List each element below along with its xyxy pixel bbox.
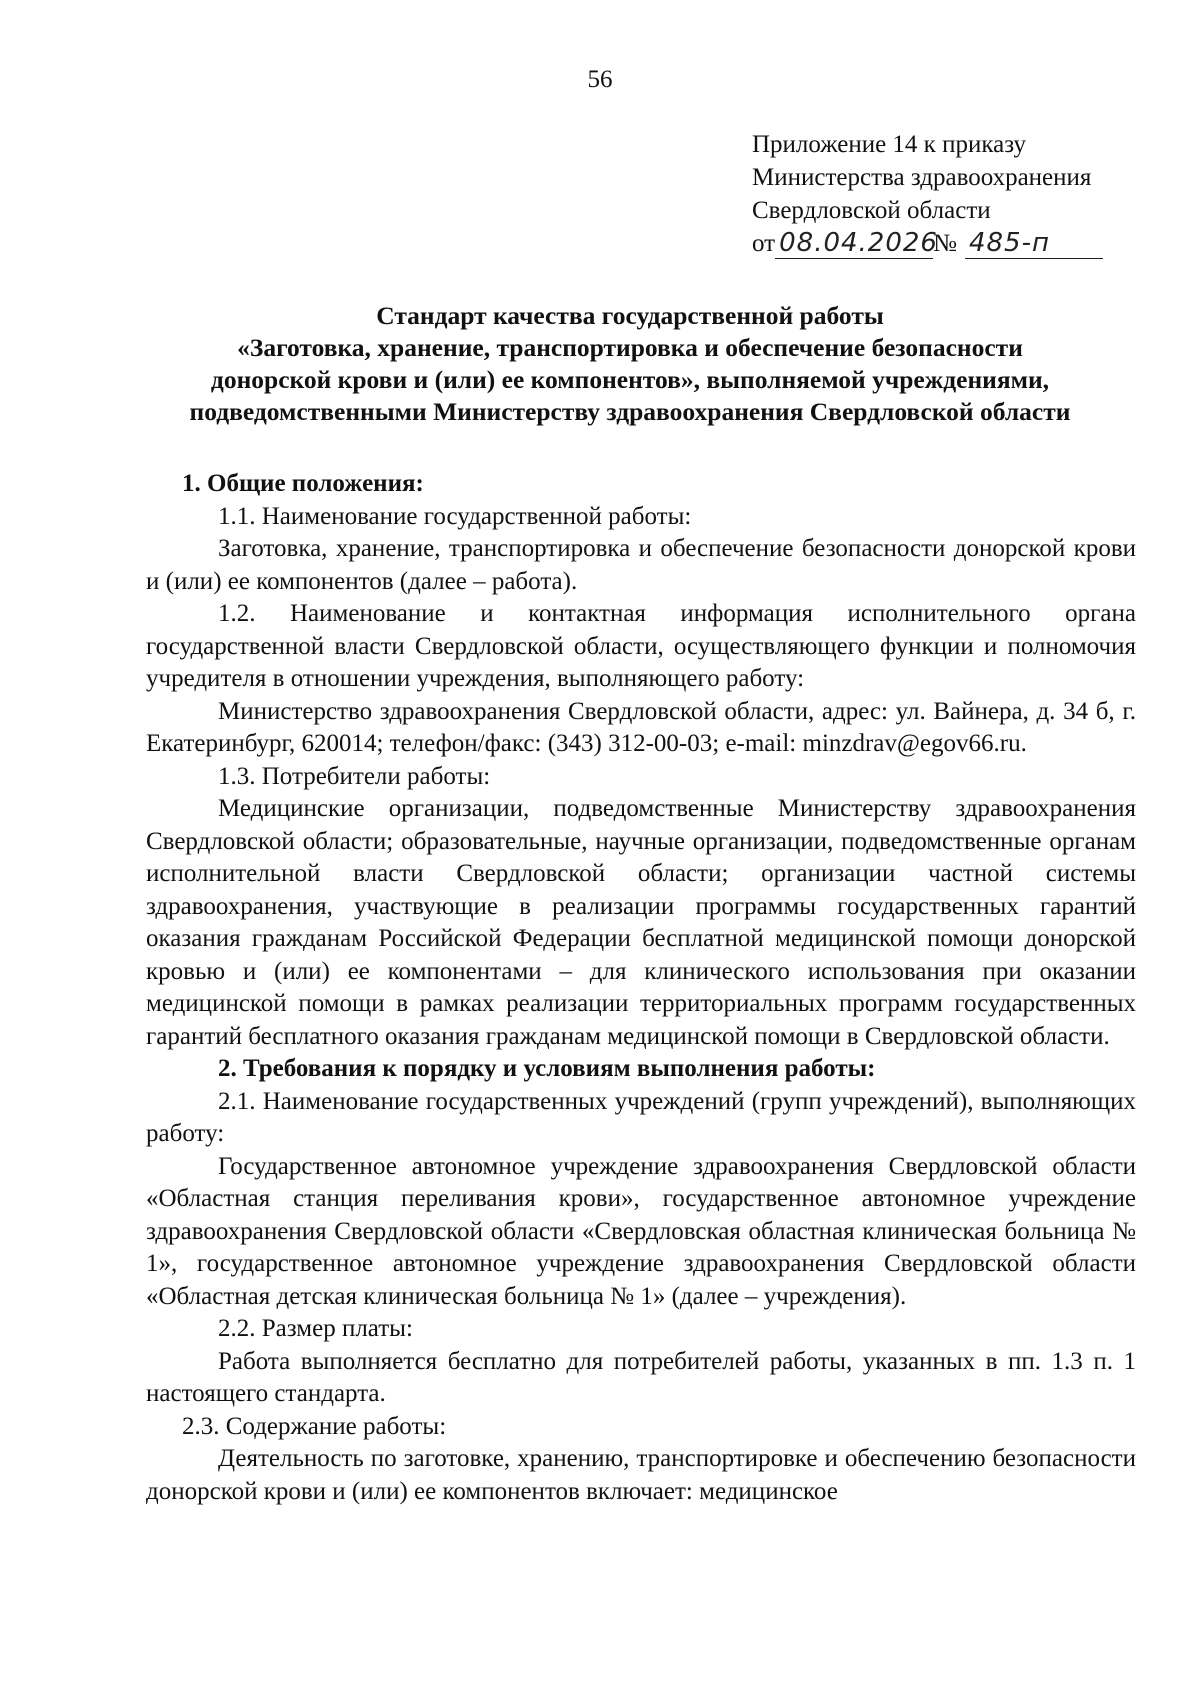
clause-1-3-label: 1.3. Потребители работы: xyxy=(218,762,491,790)
document-title xyxy=(130,300,1130,428)
clause-2-2-text: Работа выполняется бесплатно для потребителей работы, указанных в пп. 1.3 п. 1 настоящего стандарта. xyxy=(146,1347,1136,1407)
clause-1-1-label: 1.1. Наименование государственной работы: xyxy=(218,502,692,530)
clause-1-3-text: Медицинские организации, подведомственные Министерству здравоохранения Свердловской области; образовательные, научные организации, подведомственные органам исполнительной власти Свердловской области; организации частной системы здравоохранения, участвующие в реализации программы государственных гарантий оказания гражданам Российской Федерации бесплатной медицинской помощи донорской кровью и (или) ее компонентами – для клинического использования при оказании медицинской помощи в рамках реализации территориальных программ государственных гарантий бесплатного оказания гражданам медицинской помощи в Свердловской области. xyxy=(146,795,1136,1050)
clause-1-2-text: 1.2. Наименование и контактная информация исполнительного органа государственной власти Свердловской области, осуществляющего функции и полномочия учредителя в отношении учреждения, выполняющего работу: xyxy=(146,600,1136,692)
section-2-heading: 2. Требования к порядку и условиям выполнения работы: xyxy=(218,1055,876,1082)
clause-1-1-text: Заготовка, хранение, транспортировка и обеспечение безопасности донорской крови и (или) ее компонентов (далее – работа). xyxy=(146,535,1136,595)
title-line-1: Стандарт качества государственной работы xyxy=(376,301,884,330)
section-1-heading: 1. Общие положения: xyxy=(182,470,424,497)
page-number: 56 xyxy=(587,66,613,93)
appendix-header xyxy=(752,128,1103,260)
appendix-line-2: Министерства здравоохранения xyxy=(752,164,1092,191)
clause-2-2-label: 2.2. Размер платы: xyxy=(218,1315,413,1342)
appendix-line-3: Свердловской области xyxy=(752,197,991,224)
title-line-4: подведомственными Министерству здравоохранения Свердловской области xyxy=(189,397,1071,426)
number-sign: № xyxy=(933,230,957,257)
appendix-line-1: Приложение 14 к приказу xyxy=(752,131,1027,158)
clause-2-1-text: Государственное автономное учреждение здравоохранения Свердловской области «Областная станция переливания крови», государственное автономное учреждение здравоохранения Свердловской области «Свердловская областная клиническая больница № 1», государственное автономное учреждение здравоохранения Свердловской области «Областная детская клиническая больница № 1» (далее – учреждения). xyxy=(146,1152,1136,1310)
clause-2-3-label: 2.3. Содержание работы: xyxy=(182,1412,447,1440)
title-line-2: «Заготовка, хранение, транспортировка и обеспечение безопасности xyxy=(237,333,1023,362)
document-body xyxy=(146,468,1136,1508)
clause-2-1-label: 2.1. Наименование государственных учреждений (групп учреждений), выполняющих работу: xyxy=(146,1087,1136,1147)
appendix-from-prefix: от xyxy=(752,230,776,257)
clause-2-3-text: Деятельность по заготовке, хранению, транспортировке и обеспечению безопасности донорской крови и (или) ее компонентов включает: медицинское xyxy=(146,1445,1136,1505)
handwritten-order-number: 485-п xyxy=(965,228,1103,259)
appendix-date-number-line xyxy=(752,227,1103,260)
handwritten-date: 08.04.2026 xyxy=(775,228,933,259)
title-line-3: донорской крови и (или) ее компонентов», выполняемой учреждениями, xyxy=(210,365,1050,394)
clause-1-2-contact: Министерство здравоохранения Свердловской области, адрес: ул. Вайнера, д. 34 б, г. Екатеринбург, 620014; телефон/факс: (343) 312-00-03; e-mail: minzdrav@egov66.ru. xyxy=(146,697,1136,757)
